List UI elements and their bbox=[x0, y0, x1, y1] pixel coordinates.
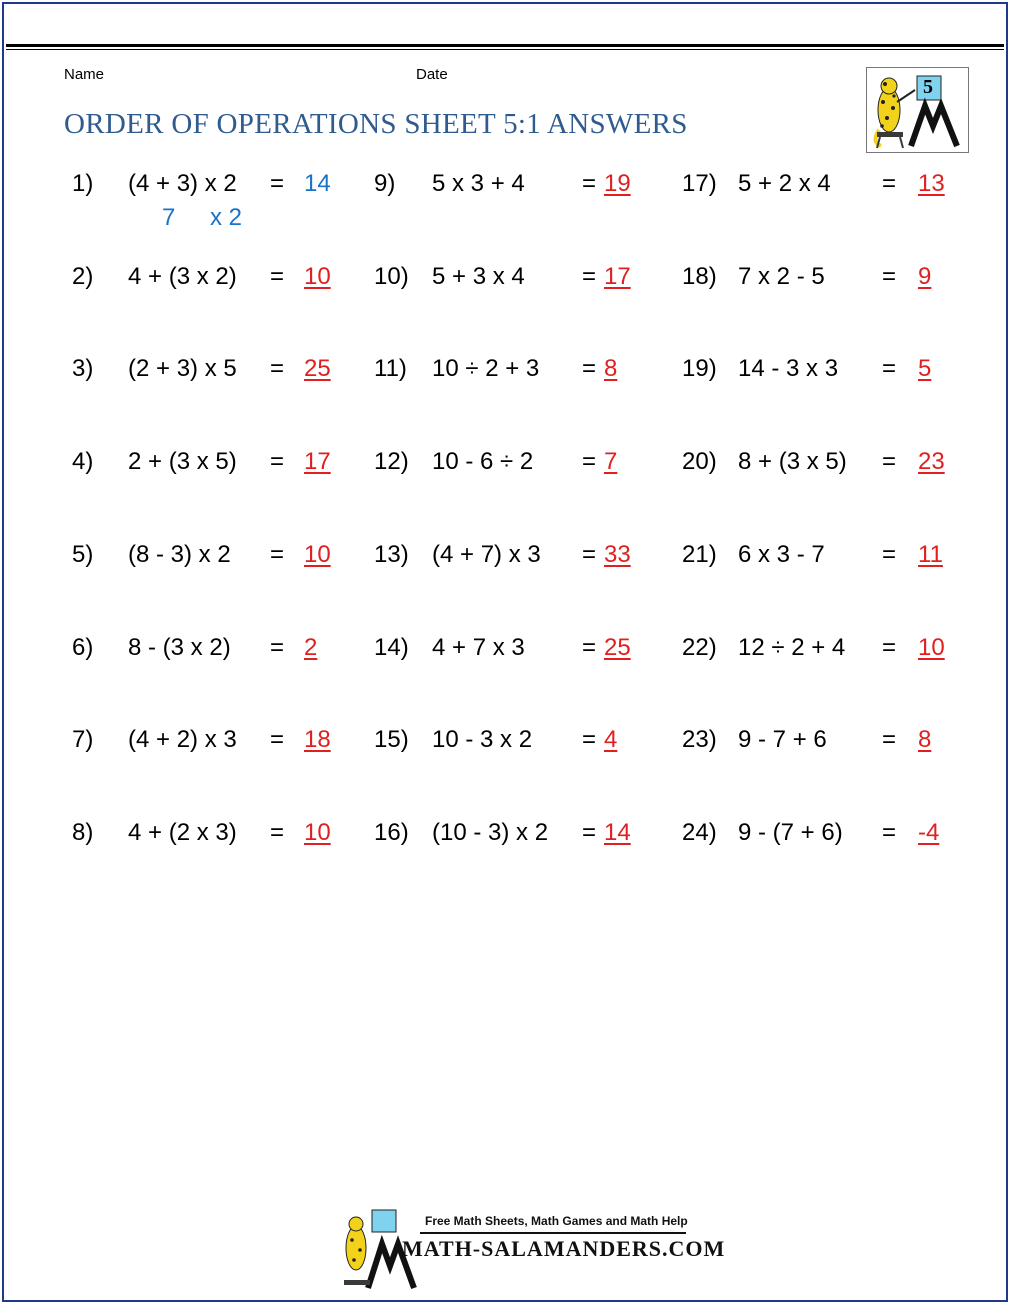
problem-answer: 18 bbox=[304, 726, 331, 754]
problem-expression: 4 + 7 x 3 bbox=[432, 633, 525, 661]
problem-number: 18) bbox=[682, 262, 717, 290]
problem-number: 9) bbox=[374, 170, 396, 197]
problem-expression: (10 - 3) x 2 bbox=[432, 818, 549, 846]
equals-sign: = bbox=[270, 170, 285, 197]
equals-sign: = bbox=[582, 448, 597, 476]
problem-number: 17) bbox=[682, 170, 717, 197]
equals-sign: = bbox=[582, 262, 597, 290]
equals-sign: = bbox=[582, 540, 597, 568]
problem-expression: (4 + 2) x 3 bbox=[128, 726, 237, 754]
equals-sign: = bbox=[882, 170, 897, 197]
equals-sign: = bbox=[270, 726, 285, 754]
problem-answer: 25 bbox=[304, 355, 331, 383]
equals-sign: = bbox=[582, 355, 597, 383]
problem-expression: 10 - 6 ÷ 2 bbox=[432, 448, 534, 476]
problem-expression: (4 + 7) x 3 bbox=[432, 540, 541, 568]
problem-expression: (2 + 3) x 5 bbox=[128, 355, 237, 383]
problem-expression: 5 x 3 + 4 bbox=[432, 170, 525, 197]
problem-number: 7) bbox=[72, 726, 94, 754]
problem-expression: 8 + (3 x 5) bbox=[738, 448, 847, 476]
problem-expression: (8 - 3) x 2 bbox=[128, 540, 231, 568]
problem-number: 15) bbox=[374, 726, 409, 754]
equals-sign: = bbox=[582, 170, 597, 197]
problem-expression: (4 + 3) x 2 bbox=[128, 170, 237, 197]
problem-answer: 33 bbox=[604, 540, 631, 568]
problem-number: 8) bbox=[72, 818, 94, 846]
problem-expression: 10 ÷ 2 + 3 bbox=[432, 355, 540, 383]
problem-answer: 19 bbox=[604, 170, 631, 197]
equals-sign: = bbox=[582, 726, 597, 754]
problem-expression: 4 + (2 x 3) bbox=[128, 818, 237, 846]
problem-expression: 14 - 3 x 3 bbox=[738, 355, 839, 383]
problem-number: 23) bbox=[682, 726, 717, 754]
logo-badge-number: 5 bbox=[923, 76, 933, 98]
equals-sign: = bbox=[882, 355, 897, 383]
equals-sign: = bbox=[882, 448, 897, 476]
problem-answer: -4 bbox=[918, 818, 940, 846]
footer-tagline: Free Math Sheets, Math Games and Math Help bbox=[425, 1214, 688, 1228]
problem-answer: 5 bbox=[918, 355, 932, 383]
problem-number: 20) bbox=[682, 448, 717, 476]
salamander-logo bbox=[866, 67, 969, 153]
problem-expression: 4 + (3 x 2) bbox=[128, 262, 237, 290]
equals-sign: = bbox=[582, 633, 597, 661]
problem-answer: 25 bbox=[604, 633, 631, 661]
problem-answer: 10 bbox=[304, 262, 331, 290]
problem-answer: 23 bbox=[918, 448, 945, 476]
equals-sign: = bbox=[882, 818, 897, 846]
problem-number: 1) bbox=[72, 170, 94, 197]
problem-expression: 8 - (3 x 2) bbox=[128, 633, 231, 661]
salamander-icon bbox=[867, 68, 968, 152]
equals-sign: = bbox=[270, 633, 285, 661]
page-title: ORDER OF OPERATIONS SHEET 5:1 ANSWERS bbox=[64, 108, 688, 140]
problem-number: 13) bbox=[374, 540, 409, 568]
equals-sign: = bbox=[882, 726, 897, 754]
problem-answer: 14 bbox=[604, 818, 631, 846]
name-label: Name bbox=[64, 66, 105, 83]
equals-sign: = bbox=[270, 262, 285, 290]
problem-answer: 13 bbox=[918, 170, 945, 197]
problem-number: 14) bbox=[374, 633, 409, 661]
problem-answer: 17 bbox=[604, 262, 631, 290]
problem-number: 3) bbox=[72, 355, 94, 383]
problem-expression: 12 ÷ 2 + 4 bbox=[738, 633, 846, 661]
top-rule bbox=[6, 44, 1004, 47]
footer-brand: MATH-SALAMANDERS.COM bbox=[402, 1236, 726, 1261]
equals-sign: = bbox=[882, 540, 897, 568]
problem-answer: 11 bbox=[918, 540, 943, 568]
problem-answer: 10 bbox=[304, 540, 331, 568]
problem-answer: 17 bbox=[304, 448, 331, 476]
problem-answer: 10 bbox=[918, 633, 945, 661]
work-step-operation: x 2 bbox=[210, 204, 243, 231]
problem-answer: 9 bbox=[918, 262, 932, 290]
problem-answer: 10 bbox=[304, 818, 331, 846]
equals-sign: = bbox=[582, 818, 597, 846]
equals-sign: = bbox=[270, 818, 285, 846]
problem-number: 10) bbox=[374, 262, 409, 290]
footer-divider bbox=[420, 1232, 686, 1234]
problem-number: 12) bbox=[374, 448, 409, 476]
problem-expression: 6 x 3 - 7 bbox=[738, 540, 825, 568]
problem-number: 4) bbox=[72, 448, 94, 476]
top-rule-thin bbox=[6, 49, 1004, 50]
problem-expression: 5 + 2 x 4 bbox=[738, 170, 831, 197]
problem-number: 24) bbox=[682, 818, 717, 846]
problem-answer: 8 bbox=[918, 726, 932, 754]
problem-number: 5) bbox=[72, 540, 94, 568]
problem-number: 21) bbox=[682, 540, 717, 568]
problem-expression: 9 - (7 + 6) bbox=[738, 818, 843, 846]
problem-answer: 14 bbox=[304, 170, 331, 197]
equals-sign: = bbox=[270, 540, 285, 568]
problem-expression: 10 - 3 x 2 bbox=[432, 726, 533, 754]
problem-answer: 4 bbox=[604, 726, 618, 754]
problem-number: 2) bbox=[72, 262, 94, 290]
equals-sign: = bbox=[882, 262, 897, 290]
work-step-value: 7 bbox=[162, 204, 176, 231]
equals-sign: = bbox=[270, 355, 285, 383]
problem-expression: 9 - 7 + 6 bbox=[738, 726, 827, 754]
problem-answer: 2 bbox=[304, 633, 318, 661]
problem-answer: 7 bbox=[604, 448, 618, 476]
date-label: Date bbox=[416, 66, 448, 83]
problem-number: 22) bbox=[682, 633, 717, 661]
problem-number: 11) bbox=[374, 355, 407, 383]
problem-number: 16) bbox=[374, 818, 409, 846]
problem-expression: 7 x 2 - 5 bbox=[738, 262, 825, 290]
equals-sign: = bbox=[882, 633, 897, 661]
equals-sign: = bbox=[270, 448, 285, 476]
problem-number: 19) bbox=[682, 355, 717, 383]
problem-expression: 5 + 3 x 4 bbox=[432, 262, 525, 290]
problem-number: 6) bbox=[72, 633, 94, 661]
problem-answer: 8 bbox=[604, 355, 618, 383]
problem-expression: 2 + (3 x 5) bbox=[128, 448, 237, 476]
